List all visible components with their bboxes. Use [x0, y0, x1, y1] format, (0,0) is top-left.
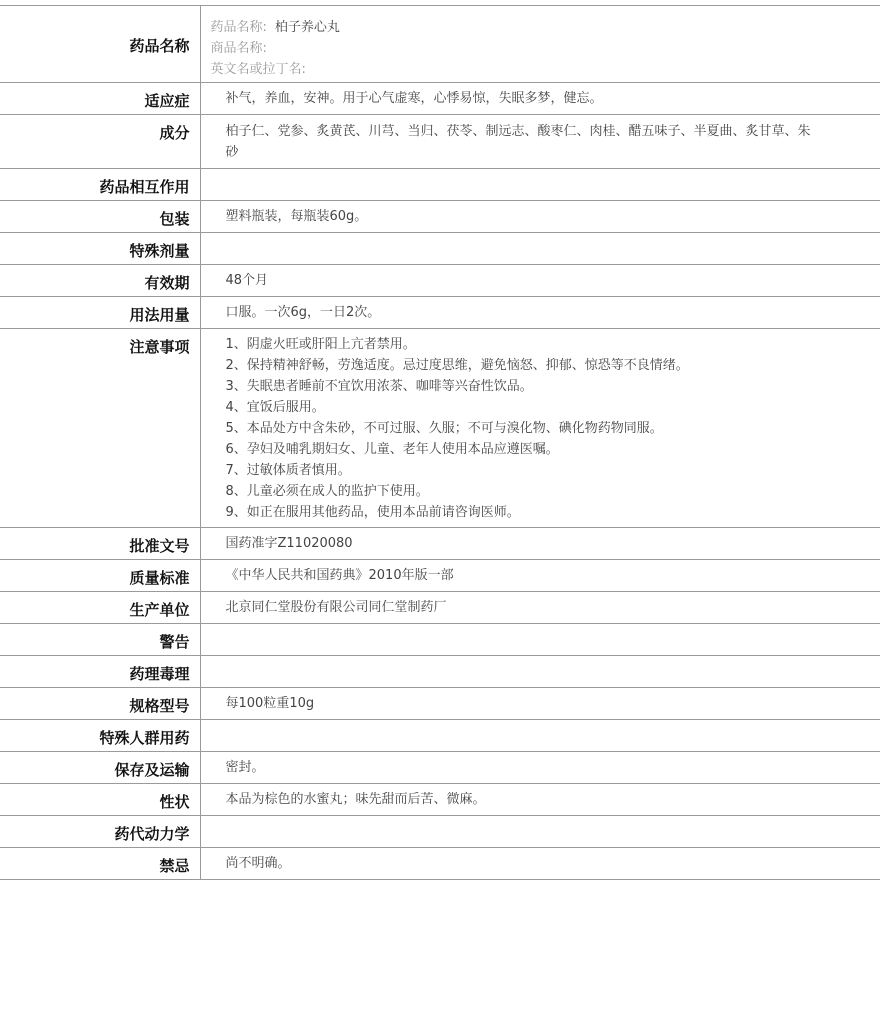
row-ingredients: [0, 115, 880, 169]
row-quality-standard: [0, 560, 880, 592]
value-shelf-life: 48个月: [200, 265, 880, 297]
label-approval-number: 批准文号: [0, 528, 200, 560]
generic-name-line: [211, 17, 821, 38]
row-warning: [0, 624, 880, 656]
row-interactions: [0, 169, 880, 201]
label-precautions: 注意事项: [0, 329, 200, 528]
generic-name-key: 药品名称:: [210, 20, 267, 35]
drug-spec-table: [0, 5, 880, 880]
label-shelf-life: 有效期: [0, 265, 200, 297]
trade-name-line: [211, 38, 821, 59]
label-warning: 警告: [0, 624, 200, 656]
label-storage: 保存及运输: [0, 752, 200, 784]
value-approval-number: 国药准字Z11020080: [200, 528, 880, 560]
value-contraindications: 尚不明确。: [200, 848, 880, 880]
row-special-population: [0, 720, 880, 752]
precaution-item: 4、宜饭后服用。: [225, 400, 325, 415]
precaution-item: 1、阴虚火旺或肝阳上亢者禁用。: [225, 337, 416, 352]
value-drug-name: [200, 6, 880, 83]
label-interactions: 药品相互作用: [0, 169, 200, 201]
row-pharmacokinetics: [0, 816, 880, 848]
label-packaging: 包装: [0, 201, 200, 233]
value-special-population: [200, 720, 880, 752]
row-special-dosage: [0, 233, 880, 265]
label-manufacturer: 生产单位: [0, 592, 200, 624]
label-appearance: 性状: [0, 784, 200, 816]
row-approval-number: [0, 528, 880, 560]
precaution-item: 3、失眠患者睡前不宜饮用浓茶、咖啡等兴奋性饮品。: [225, 379, 533, 394]
value-precautions: [200, 329, 880, 528]
value-indications: 补气，养血，安神。用于心气虚寒，心悸易惊，失眠多梦，健忘。: [200, 83, 880, 115]
precaution-item: 8、儿童必须在成人的监护下使用。: [225, 484, 429, 499]
value-appearance: 本品为棕色的水蜜丸；味先甜而后苦、微麻。: [200, 784, 880, 816]
label-usage: 用法用量: [0, 297, 200, 329]
value-interactions: [200, 169, 880, 201]
english-name-line: [211, 59, 821, 80]
english-name-key: 英文名或拉丁名:: [210, 62, 306, 77]
label-specification: 规格型号: [0, 688, 200, 720]
value-usage: 口服。一次6g，一日2次。: [200, 297, 880, 329]
precaution-item: 7、过敏体质者慎用。: [225, 463, 351, 478]
value-warning: [200, 624, 880, 656]
precaution-item: 2、保持精神舒畅，劳逸适度。忌过度思维，避免恼怒、抑郁、惊恐等不良情绪。: [225, 358, 689, 373]
row-usage: [0, 297, 880, 329]
label-ingredients: 成分: [0, 115, 200, 169]
precaution-item: 6、孕妇及哺乳期妇女、儿童、老年人使用本品应遵医嘱。: [225, 442, 559, 457]
label-special-population: 特殊人群用药: [0, 720, 200, 752]
trade-name-key: 商品名称:: [210, 41, 267, 56]
row-precautions: [0, 329, 880, 528]
label-contraindications: 禁忌: [0, 848, 200, 880]
value-manufacturer: 北京同仁堂股份有限公司同仁堂制药厂: [200, 592, 880, 624]
row-toxicology: [0, 656, 880, 688]
value-storage: 密封。: [200, 752, 880, 784]
row-appearance: [0, 784, 880, 816]
value-packaging: 塑料瓶装，每瓶装60g。: [200, 201, 880, 233]
value-toxicology: [200, 656, 880, 688]
value-ingredients: 柏子仁、党参、炙黄芪、川芎、当归、茯苓、制远志、酸枣仁、肉桂、醋五味子、半夏曲、炙甘草、朱砂: [200, 115, 880, 169]
generic-name-value: 柏子养心丸: [274, 20, 340, 35]
value-special-dosage: [200, 233, 880, 265]
label-drug-name: 药品名称: [0, 6, 200, 83]
precaution-item: 9、如正在服用其他药品，使用本品前请咨询医师。: [225, 505, 520, 520]
value-quality-standard: 《中华人民共和国药典》2010年版一部: [200, 560, 880, 592]
precaution-item: 5、本品处方中含朱砂，不可过服、久服；不可与溴化物、碘化物药物同服。: [225, 421, 663, 436]
label-toxicology: 药理毒理: [0, 656, 200, 688]
row-packaging: [0, 201, 880, 233]
value-pharmacokinetics: [200, 816, 880, 848]
row-drug-name: [0, 6, 880, 83]
label-quality-standard: 质量标准: [0, 560, 200, 592]
label-pharmacokinetics: 药代动力学: [0, 816, 200, 848]
value-specification: 每100粒重10g: [200, 688, 880, 720]
row-storage: [0, 752, 880, 784]
row-indications: [0, 83, 880, 115]
row-shelf-life: [0, 265, 880, 297]
row-contraindications: [0, 848, 880, 880]
label-indications: 适应症: [0, 83, 200, 115]
label-special-dosage: 特殊剂量: [0, 233, 200, 265]
row-manufacturer: [0, 592, 880, 624]
row-specification: [0, 688, 880, 720]
